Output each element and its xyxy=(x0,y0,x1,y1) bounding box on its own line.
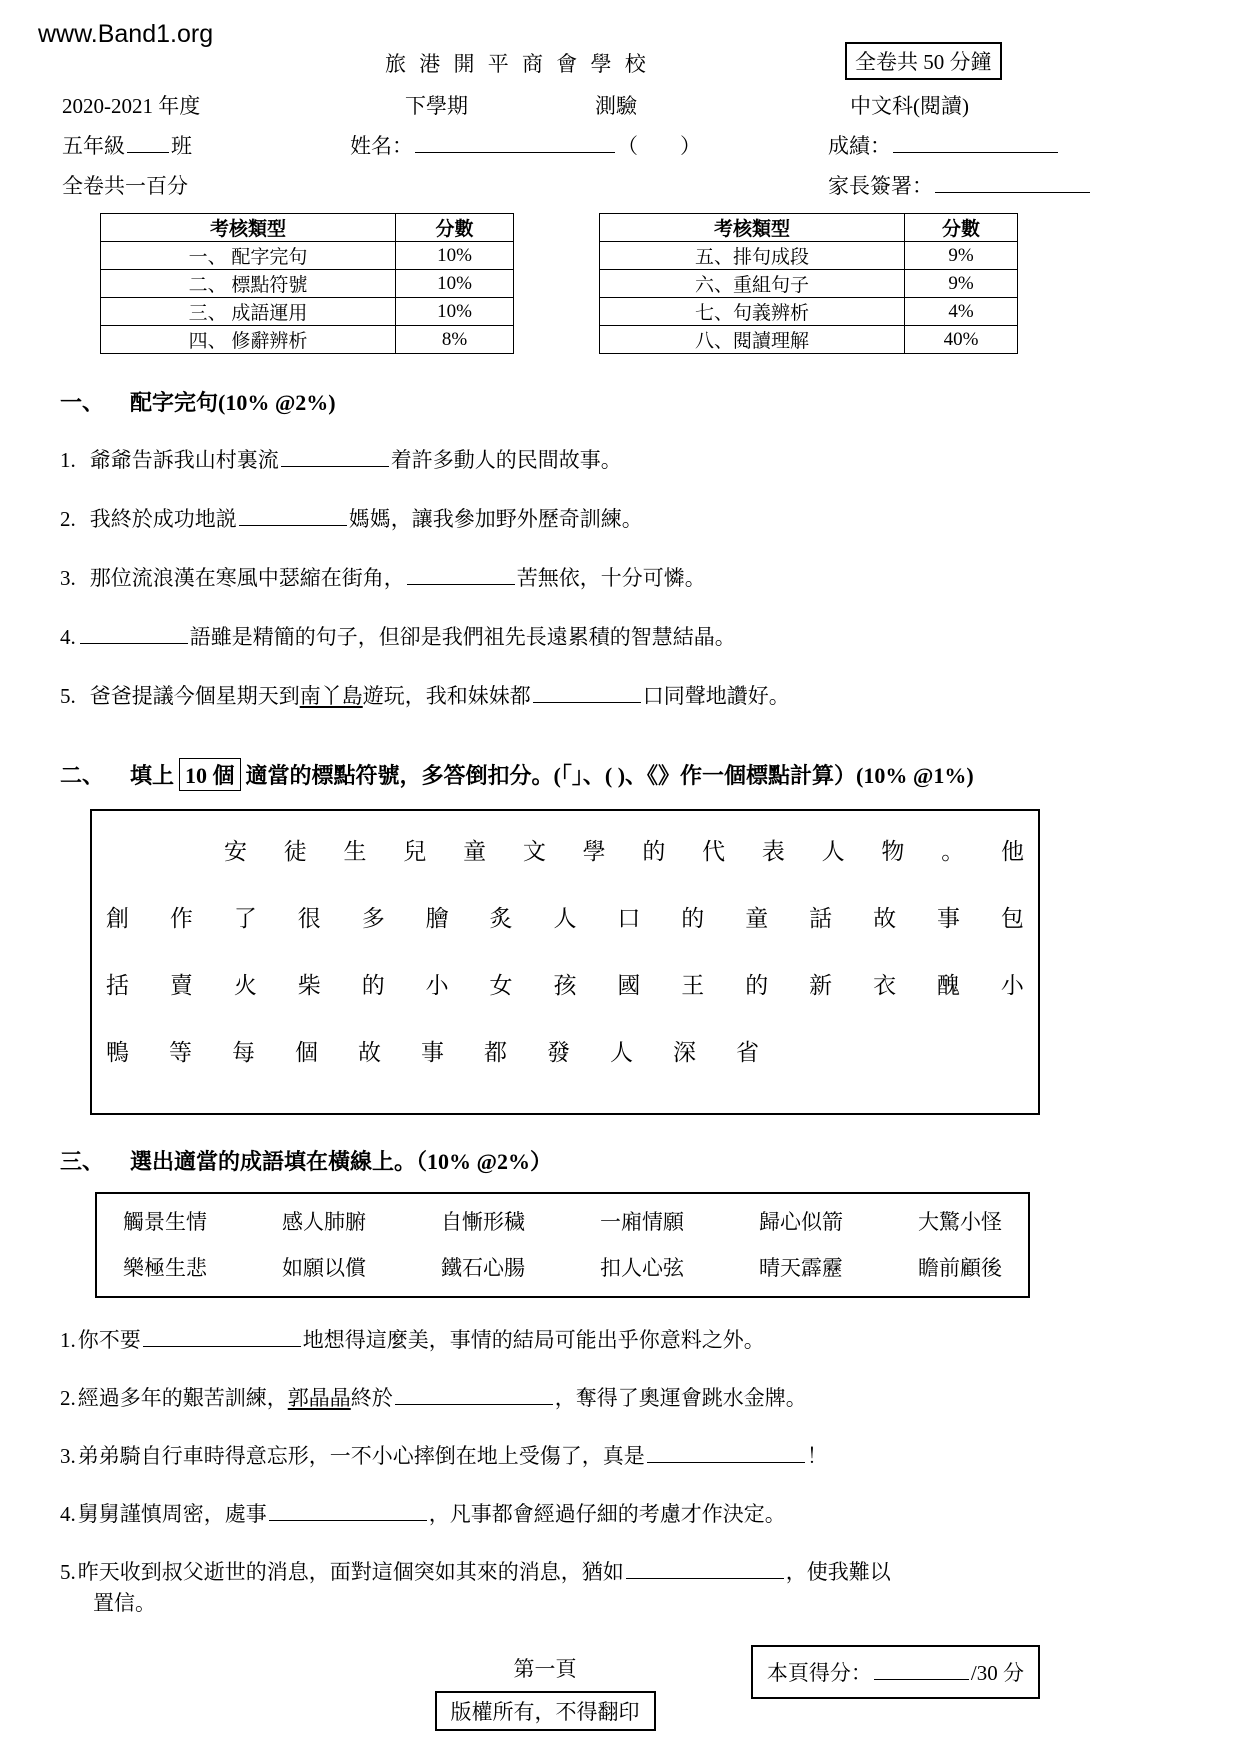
underlined-term: 郭晶晶 xyxy=(287,1386,351,1411)
full-marks: 全卷共一百分 xyxy=(62,174,188,198)
grid-character: 的 xyxy=(642,839,666,865)
row-score: 10% xyxy=(396,270,514,298)
score-line xyxy=(828,130,1060,160)
score-blank xyxy=(893,131,1058,153)
row-score: 9% xyxy=(905,242,1018,270)
answer-blank xyxy=(239,504,347,526)
grid-character: 事 xyxy=(936,906,960,932)
question-text: 爸爸提議今個星期天到 xyxy=(89,684,300,709)
question-item xyxy=(60,563,1180,594)
class-suffix: 班 xyxy=(171,134,192,158)
grid-character: 兒 xyxy=(403,839,427,865)
grid-character: 。 xyxy=(941,839,965,865)
question-text: 那位流浪漢在寒風中瑟縮在街角， xyxy=(89,566,405,591)
row-score: 10% xyxy=(396,298,514,326)
table-row xyxy=(600,270,1018,298)
underlined-term: 南丫島 xyxy=(299,684,363,709)
question-item xyxy=(60,681,1180,712)
grid-character: 了 xyxy=(233,906,257,932)
question-text: ！ xyxy=(806,1444,828,1469)
grid-character: 賣 xyxy=(169,973,193,999)
question-number: 2. xyxy=(60,1386,76,1411)
question-text: 舅舅謹慎周密，處事 xyxy=(77,1502,267,1527)
punctuation-row xyxy=(106,1034,1024,1067)
row-type: 七、句義辨析 xyxy=(600,298,905,326)
grid-character: 代 xyxy=(702,839,726,865)
section3-title xyxy=(60,1145,1180,1176)
idiom-row xyxy=(123,1206,1002,1236)
grid-character: 人 xyxy=(821,839,845,865)
grid-character: 鴨 xyxy=(106,1040,129,1066)
idiom-option: 晴天霹靂 xyxy=(759,1256,843,1281)
question-item xyxy=(60,1325,1180,1356)
grid-character: 的 xyxy=(361,973,385,999)
subject: 中文科(閱讀) xyxy=(850,94,969,118)
grid-character: 每 xyxy=(232,1040,255,1066)
question-text: ，使我難以 xyxy=(785,1560,891,1585)
col-header-type: 考核類型 xyxy=(101,214,396,242)
grid-character: 個 xyxy=(295,1040,318,1066)
parent-sign-line xyxy=(828,170,1092,200)
question-number: 2. xyxy=(60,507,76,532)
section3-number: 三、 xyxy=(60,1149,105,1175)
idiom-option: 樂極生悲 xyxy=(123,1256,207,1281)
grid-character: 國 xyxy=(617,973,641,999)
row-type: 八、閱讀理解 xyxy=(600,326,905,354)
answer-blank xyxy=(269,1499,427,1521)
question-number: 5. xyxy=(60,1560,76,1585)
answer-blank xyxy=(143,1325,301,1347)
question-number: 3. xyxy=(60,1444,76,1469)
copyright-notice: 版權所有，不得翻印 xyxy=(435,1691,656,1731)
question-text: 爺爺告訴我山村裏流 xyxy=(89,448,279,473)
question-item xyxy=(60,622,1180,653)
idiom-options-box xyxy=(95,1192,1030,1298)
idiom-row xyxy=(123,1252,1002,1282)
grid-character: 孩 xyxy=(553,973,577,999)
name-label: 姓名： xyxy=(350,134,413,158)
question-text: ，奪得了奧運會跳水金牌。 xyxy=(554,1386,807,1411)
grid-character: 女 xyxy=(489,973,513,999)
name-blank xyxy=(415,131,615,153)
row-score: 40% xyxy=(905,326,1018,354)
grid-character: 發 xyxy=(547,1040,570,1066)
section2-heading-pre: 填上 xyxy=(130,763,175,789)
section1-number: 一、 xyxy=(60,390,105,415)
answer-blank xyxy=(395,1383,553,1405)
grid-character: 人 xyxy=(610,1040,633,1066)
grid-character: 醜 xyxy=(936,973,960,999)
footer xyxy=(60,1653,1180,1731)
punctuation-exercise-box xyxy=(90,809,1040,1115)
row-score: 10% xyxy=(396,242,514,270)
watermark-url: www.Band1.org xyxy=(38,20,214,48)
grid-character: 炙 xyxy=(489,906,513,932)
class-blank xyxy=(127,131,169,153)
page-score-box xyxy=(751,1645,1040,1699)
section1-questions xyxy=(60,445,1180,712)
grid-character: 表 xyxy=(761,839,785,865)
question-number: 4. xyxy=(60,625,76,650)
question-text: 我終於成功地説 xyxy=(89,507,237,532)
boxed-count: 10 個 xyxy=(179,758,241,791)
school-year: 2020-2021 年度 xyxy=(62,94,201,118)
table-row xyxy=(600,326,1018,354)
question-text: 口同聲地讚好。 xyxy=(642,684,790,709)
question-text: 遊玩，我和妹妹都 xyxy=(362,684,531,709)
section2-title xyxy=(60,758,1180,791)
question-text: 你不要 xyxy=(77,1328,141,1353)
question-item xyxy=(60,445,1180,476)
name-line xyxy=(350,130,701,160)
grid-character: 話 xyxy=(809,906,833,932)
grid-character: 包 xyxy=(1000,906,1024,932)
grid-character: 物 xyxy=(881,839,905,865)
question-text: 終於 xyxy=(350,1386,393,1411)
score-tables xyxy=(60,213,1180,354)
answer-blank xyxy=(80,622,188,644)
question-text: 經過多年的艱苦訓練， xyxy=(77,1386,288,1411)
row-type: 三、 成語運用 xyxy=(101,298,396,326)
question-number: 5. xyxy=(60,684,76,709)
grid-character: 的 xyxy=(681,906,705,932)
table-row xyxy=(101,242,514,270)
question-text: 昨天收到叔父逝世的消息，面對這個突如其來的消息，猶如 xyxy=(77,1560,624,1585)
grid-character: 王 xyxy=(681,973,705,999)
grid-character: 柴 xyxy=(297,973,321,999)
question-text: 地想得這麼美，事情的結局可能出乎你意料之外。 xyxy=(302,1328,765,1353)
question-number: 1. xyxy=(60,1328,76,1353)
page-score-label: 本頁得分： xyxy=(766,1661,872,1686)
grid-character: 火 xyxy=(233,973,257,999)
grid-character: 故 xyxy=(358,1040,381,1066)
question-text-wrap: 置信。 xyxy=(93,1591,156,1616)
grid-character: 膾 xyxy=(425,906,449,932)
grid-character: 文 xyxy=(522,839,546,865)
class-prefix: 五年級 xyxy=(62,134,125,158)
grid-character: 他 xyxy=(1000,839,1024,865)
grid-character: 童 xyxy=(745,906,769,932)
grid-character: 事 xyxy=(421,1040,444,1066)
answer-blank xyxy=(626,1557,784,1579)
grid-character: 省 xyxy=(736,1040,759,1066)
idiom-option: 感人肺腑 xyxy=(282,1210,366,1235)
answer-blank xyxy=(281,445,389,467)
duration-box: 全卷共 50 分鐘 xyxy=(845,42,1002,80)
col-header-score: 分數 xyxy=(905,214,1018,242)
question-number: 1. xyxy=(60,448,76,473)
grid-character: 學 xyxy=(582,839,606,865)
punctuation-row xyxy=(106,833,1024,866)
grid-character: 安 xyxy=(224,839,247,865)
section2-heading-post: 適當的標點符號，多答倒扣分。(「」、( )、《》作一個標點計算）(10% @1%) xyxy=(245,763,974,789)
table-row xyxy=(600,242,1018,270)
grid-character: 深 xyxy=(673,1040,696,1066)
parent-sign-blank xyxy=(935,171,1090,193)
answer-blank xyxy=(533,681,641,703)
col-header-type: 考核類型 xyxy=(600,214,905,242)
col-header-score: 分數 xyxy=(396,214,514,242)
row-type: 二、 標點符號 xyxy=(101,270,396,298)
question-item xyxy=(60,504,1180,535)
table-row xyxy=(600,298,1018,326)
name-bracket: （ ） xyxy=(617,134,701,158)
score-label: 成績： xyxy=(828,134,891,158)
grid-character: 故 xyxy=(873,906,897,932)
row-score: 9% xyxy=(905,270,1018,298)
school-name: 旅 港 開 平 商 會 學 校 xyxy=(385,52,650,76)
grid-character: 小 xyxy=(1000,973,1024,999)
grid-character: 衣 xyxy=(873,973,897,999)
question-item xyxy=(60,1557,1180,1619)
exam-type: 測驗 xyxy=(595,94,637,118)
idiom-option: 歸心似箭 xyxy=(759,1210,843,1235)
idiom-option: 鐵石心腸 xyxy=(441,1256,525,1281)
header xyxy=(0,0,1240,205)
score-table-left xyxy=(100,213,514,354)
row-type: 四、 修辭辨析 xyxy=(101,326,396,354)
grid-character: 括 xyxy=(106,973,129,999)
row-score: 8% xyxy=(396,326,514,354)
grid-character: 生 xyxy=(343,839,367,865)
grid-character: 徒 xyxy=(283,839,307,865)
page-score-suffix: /30 分 xyxy=(970,1661,1024,1686)
grid-character: 新 xyxy=(809,973,833,999)
row-type: 一、 配字完句 xyxy=(101,242,396,270)
grid-character: 等 xyxy=(169,1040,192,1066)
page-number: 第一頁 xyxy=(513,1657,577,1682)
grid-character: 作 xyxy=(169,906,193,932)
question-text: ，凡事都會經過仔細的考慮才作決定。 xyxy=(428,1502,786,1527)
parent-sign-label: 家長簽署： xyxy=(828,174,933,198)
grid-character: 都 xyxy=(484,1040,507,1066)
section1-heading: 配字完句(10% @2%) xyxy=(130,390,336,415)
grid-character: 口 xyxy=(617,906,641,932)
idiom-option: 自慚形穢 xyxy=(441,1210,525,1235)
idiom-option: 觸景生情 xyxy=(123,1210,207,1235)
grid-character: 童 xyxy=(463,839,487,865)
punctuation-row xyxy=(106,967,1024,1000)
question-item xyxy=(60,1499,1180,1530)
idiom-option: 扣人心弦 xyxy=(600,1256,684,1281)
question-number: 3. xyxy=(60,566,76,591)
section3-questions xyxy=(60,1325,1180,1619)
question-text: 着許多動人的民間故事。 xyxy=(390,448,622,473)
grid-character: 創 xyxy=(106,906,129,932)
grid-character: 小 xyxy=(425,973,449,999)
section3-heading: 選出適當的成語填在橫線上。（10% @2%） xyxy=(130,1149,552,1175)
answer-blank xyxy=(647,1441,805,1463)
grid-character: 的 xyxy=(745,973,769,999)
section2-number: 二、 xyxy=(60,763,105,789)
question-text: 苦無依，十分可憐。 xyxy=(516,566,706,591)
grid-character: 多 xyxy=(361,906,385,932)
section1-title xyxy=(60,386,1180,417)
score-table-right xyxy=(599,213,1018,354)
page-score-blank xyxy=(874,1658,969,1680)
table-row xyxy=(101,326,514,354)
grid-character: 很 xyxy=(297,906,321,932)
question-number: 4. xyxy=(60,1502,76,1527)
answer-blank xyxy=(407,563,515,585)
table-row xyxy=(101,270,514,298)
question-text: 語雖是精簡的句子，但卻是我們祖先長遠累積的智慧結晶。 xyxy=(189,625,736,650)
question-text: 弟弟騎自行車時得意忘形，一不小心摔倒在地上受傷了，真是 xyxy=(77,1444,645,1469)
table-row xyxy=(101,298,514,326)
question-text: 媽媽，讓我參加野外歷奇訓練。 xyxy=(348,507,643,532)
class-line xyxy=(62,130,192,160)
idiom-option: 瞻前顧後 xyxy=(918,1256,1002,1281)
row-score: 4% xyxy=(905,298,1018,326)
semester: 下學期 xyxy=(405,94,468,118)
row-type: 六、重組句子 xyxy=(600,270,905,298)
row-type: 五、排句成段 xyxy=(600,242,905,270)
question-item xyxy=(60,1383,1180,1414)
idiom-option: 大驚小怪 xyxy=(918,1210,1002,1235)
idiom-option: 一廂情願 xyxy=(600,1210,684,1235)
punctuation-row xyxy=(106,900,1024,933)
grid-character: 人 xyxy=(553,906,577,932)
idiom-option: 如願以償 xyxy=(282,1256,366,1281)
question-item xyxy=(60,1441,1180,1472)
